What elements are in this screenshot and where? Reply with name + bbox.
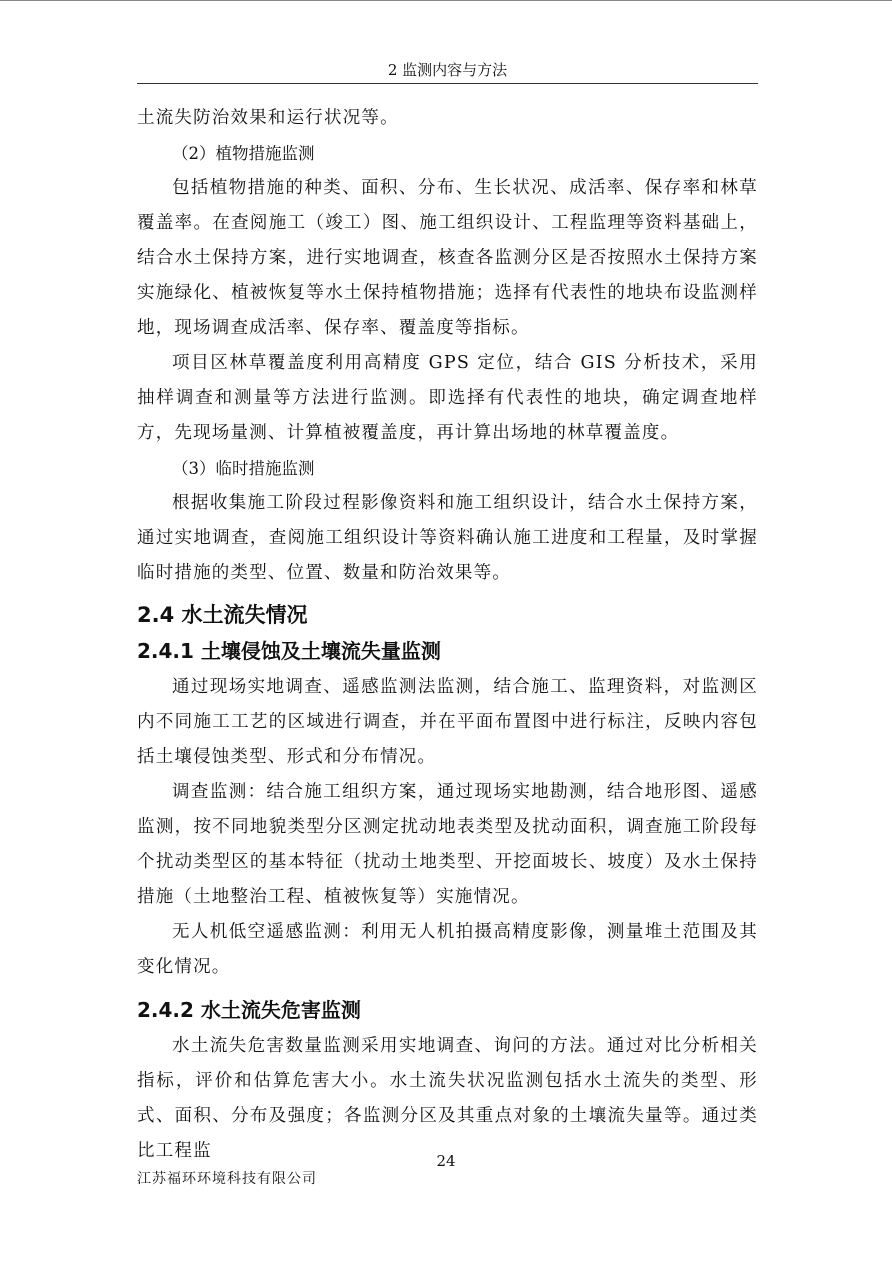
paragraph-survey-monitoring: 调查监测：结合施工组织方案，通过现场实地勘测，结合地形图、遥感监测，按不同地貌类型分区测定扰动地表类型及扰动面积，调查施工阶段每个扰动类型区的基本特征（扰动土地类型、开挖面坡长、坡度）及水土保持措施（土地整治工程、植被恢复等）实施情况。 [137,782,758,907]
subheading-temporary-measures: （3）临时措施监测 [172,459,315,478]
page-number: 24 [436,1152,456,1170]
paragraph-hazard-monitoring: 水土流失危害数量监测采用实地调查、询问的方法。通过对比分析相关指标，评价和估算危害大小。水土流失状况监测包括水土流失的类型、形式、面积、分布及强度；各监测分区及其重点对象的土壤流失量等。通过类比工程监 [137,1036,758,1161]
paragraph-plant-measures: 包括植物措施的种类、面积、分布、生长状况、成活率、保存率和林草覆盖率。在查阅施工（竣工）图、施工组织设计、工程监理等资料基础上，结合水土保持方案，进行实地调查，核查各监测分区是否按照水土保持方案实施绿化、植被恢复等水土保持植物措施；选择有代表性的地块布设监测样地，现场调查成活率、保存率、覆盖度等指标。 [137,178,758,338]
section-heading-2-4-1: 2.4.1 土壤侵蚀及土壤流失量监测 [137,639,441,663]
page-top-border [0,0,892,1]
paragraph-drone-monitoring: 无人机低空遥感监测：利用无人机拍摄高精度影像，测量堆土范围及其变化情况。 [137,922,758,977]
paragraph-erosion-survey: 通过现场实地调查、遥感监测法监测，结合施工、监理资料，对监测区内不同施工工艺的区域进行调查，并在平面布置图中进行标注，反映内容包括土壤侵蚀类型、形式和分布情况。 [137,677,758,767]
subheading-plant-measures: （2）植物措施监测 [172,144,315,163]
footer-company: 江苏福环环境科技有限公司 [137,1171,317,1187]
paragraph-continuation: 土流失防治效果和运行状况等。 [137,108,399,128]
paragraph-temporary-measures: 根据收集施工阶段过程影像资料和施工组织设计，结合水土保持方案，通过实地调查，查阅施工组织设计等资料确认施工进度和工程量，及时掌握临时措施的类型、位置、数量和防治效果等。 [137,493,758,583]
paragraph-vegetation-coverage: 项目区林草覆盖度利用高精度 GPS 定位，结合 GIS 分析技术，采用抽样调查和测量等方法进行监测。即选择有代表性的地块，确定调查地样方，先现场量测、计算植被覆盖度，再计算出场地的林草覆盖度。 [137,353,758,443]
running-header: 2 监测内容与方法 [387,61,508,79]
section-heading-2-4: 2.4 水土流失情况 [137,603,308,627]
section-heading-2-4-2: 2.4.2 水土流失危害监测 [137,998,361,1022]
page-content [137,101,758,1169]
header-rule [137,83,758,84]
